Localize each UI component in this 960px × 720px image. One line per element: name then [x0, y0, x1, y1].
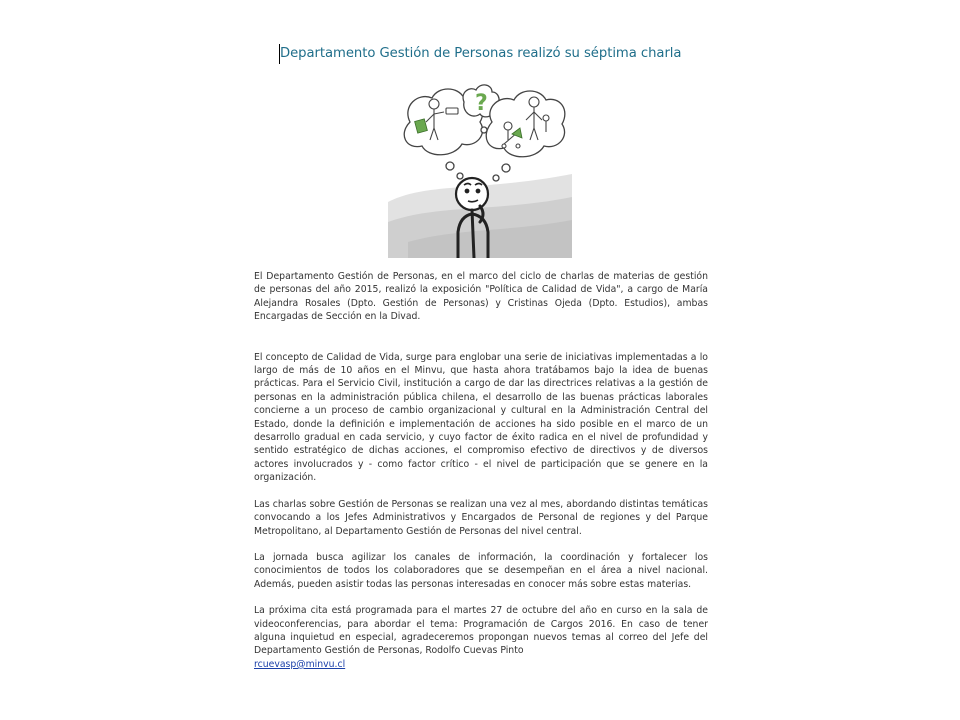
article-body — [254, 270, 708, 671]
paragraph-intro: El Departamento Gestión de Personas, en el marco del ciclo de charlas de materias de gestión de personas del año 2015, realizó la exposición "Política de Calidad de Vida", a cargo de María Alejandra Rosales (Dpto. Gestión de Personas) y Cristinas Ojeda (Dpto. Estudios), ambas Encargadas de Sección en la Divad. — [254, 271, 708, 323]
email-link[interactable]: rcuevasp@minvu.cl — [254, 658, 346, 670]
paragraph-proxima-cita — [254, 604, 708, 671]
thinking-person-illustration — [388, 82, 572, 258]
proxima-cita-text: La próxima cita está programada para el martes 27 de octubre del año en curso en la sala de videoconferencias, para abordar el tema: Programación de Cargos 2016. En caso de tener alguna inquietud en especial, agradeceremos propongan nuevos temas al correo del Jefe del Departamento Gestión de Personas, Rodolfo Cuevas Pinto — [254, 605, 708, 657]
paragraph-jornada: La jornada busca agilizar los canales de información, la coordinación y fortalecer los conocimientos de todos los colaboradores que se desempeñan en el área a nivel nacional. Además, pueden asistir todas las personas interesadas en conocer más sobre estas materias. — [254, 551, 708, 590]
paragraph-charlas: Las charlas sobre Gestión de Personas se realizan una vez al mes, abordando distintas temáticas convocando a los Jefes Administrativos y Encargados de Personal de regiones y del Parque Metropolitano, al Departamento Gestión de Personas del nivel central. — [254, 498, 708, 537]
svg-text:?: ? — [475, 91, 488, 116]
paragraph-concept: El concepto de Calidad de Vida, surge para englobar una serie de iniciativas implementadas a lo largo de más de 10 años en el Minvu, que hasta ahora tratábamos bajo la idea de buenas prácticas. Para el Servicio Civil, institución a cargo de dar las directrices relativas a la gestión de personas en la administración pública chilena, el desarrollo de las buenas prácticas laborales concierne a un proceso de cambio organizacional y cultural en la Administración Central del Estado, donde la definición e implementación de acciones ha sido posible en el marco de un desarrollo gradual en cada servicio, y cuyo factor de éxito radica en el nivel de profundidad y sentido estratégico de dichas acciones, el compromiso efectivo de directivos y de diversos actores involucrados y - como factor crítico - el nivel de participación que se genere en la organización. — [254, 351, 708, 484]
article-title: Departamento Gestión de Personas realizó su séptima charla — [280, 46, 682, 61]
